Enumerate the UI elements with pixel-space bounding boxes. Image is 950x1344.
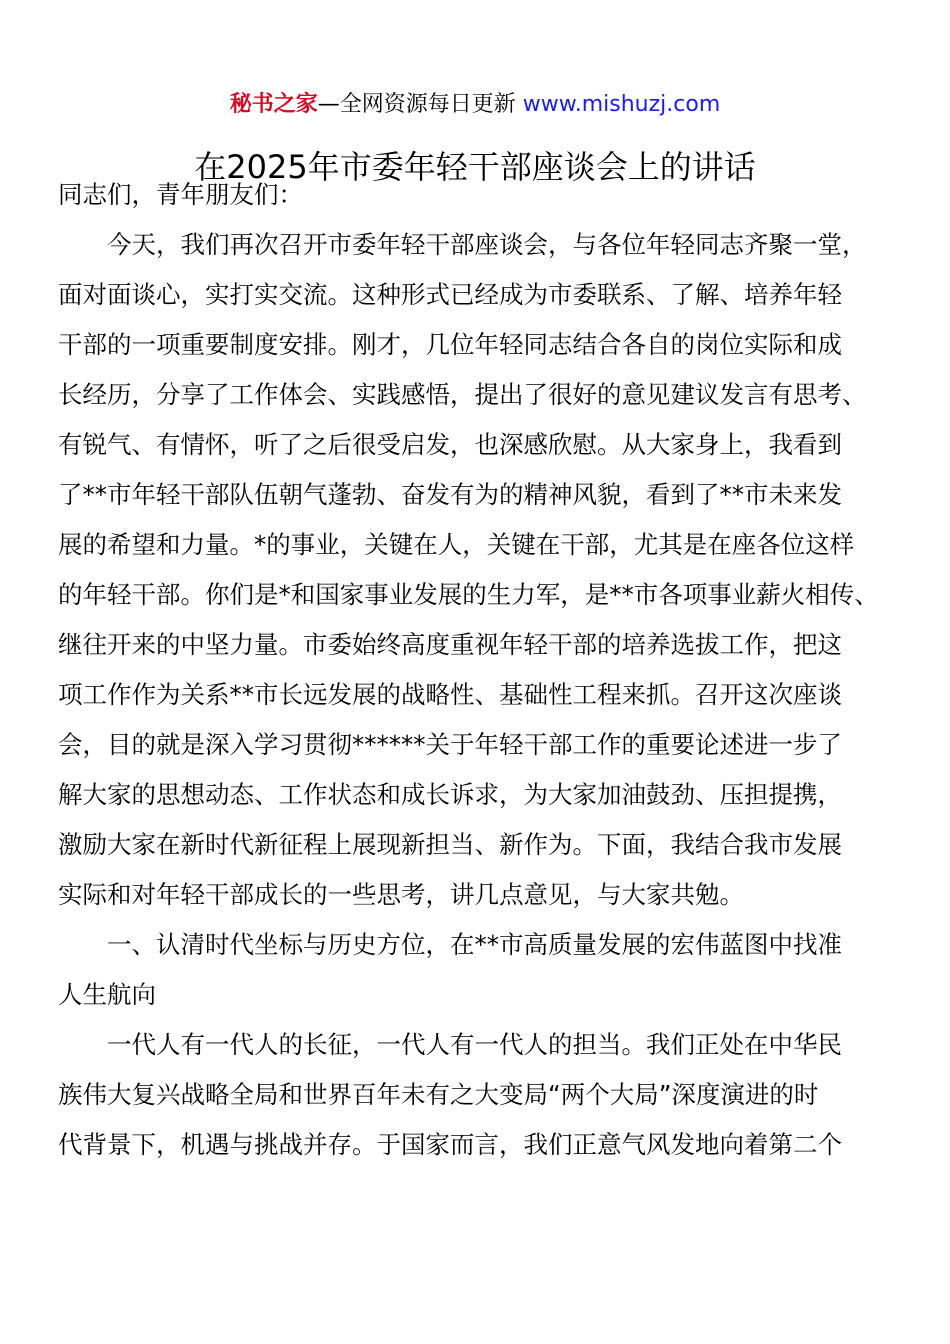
brand-name: 秘书之家: [229, 92, 318, 117]
paragraph-line: 族伟大复兴战略全局和世界百年未有之大变局“两个大局”深度演进的时: [58, 1080, 819, 1109]
paragraph-line: 今天，我们再次召开市委年轻干部座谈会，与各位年轻同志齐聚一堂，: [107, 230, 867, 259]
paragraph-line: 面对面谈心，实打实交流。这种形式已经成为市委联系、了解、培养年轻: [58, 280, 842, 309]
paragraph-line: 有锐气、有情怀，听了之后很受启发，也深感欣慰。从大家身上，我看到: [58, 430, 842, 459]
document-body: [58, 170, 896, 1170]
paragraph-line: 展的希望和力量。*的事业，关键在人，关键在干部，尤其是在座各位这样: [58, 530, 855, 559]
paragraph-2: [58, 1020, 896, 1170]
paragraph-line: 解大家的思想动态、工作状态和成长诉求，为大家加油鼓劲、压担提携，: [58, 780, 842, 809]
paragraph-line: 干部的一项重要制度安排。刚才，几位年轻同志结合各自的岗位实际和成: [58, 330, 842, 359]
site-header: [0, 88, 950, 122]
paragraph-line: 项工作作为关系**市长远发展的战略性、基础性工程来抓。召开这次座谈: [58, 680, 842, 709]
greeting-line: 同志们，青年朋友们：: [58, 180, 303, 209]
paragraph-line: 长经历，分享了工作体会、实践感悟，提出了很好的意见建议发言有思考、: [58, 380, 867, 409]
paragraph-line: 实际和对年轻干部成长的一些思考，讲几点意见，与大家共勉。: [58, 880, 744, 909]
paragraph-line: 激励大家在新时代新征程上展现新担当、新作为。下面，我结合我市发展: [58, 830, 842, 859]
heading-line: 人生航向: [58, 980, 156, 1009]
heading-line: 一、认清时代坐标与历史方位，在**市高质量发展的宏伟蓝图中找准: [107, 930, 842, 959]
site-url-link[interactable]: www.mishuzj.com: [522, 92, 721, 117]
paragraph-line: 的年轻干部。你们是*和国家事业发展的生力军，是**市各项事业薪火相传、: [58, 580, 879, 609]
paragraph-line: 会，目的就是深入学习贯彻******关于年轻干部工作的重要论述进一步了: [58, 730, 842, 759]
paragraph-line: 了**市年轻干部队伍朝气蓬勃、奋发有为的精神风貌，看到了**市未来发: [58, 480, 842, 509]
paragraph-line: 继往开来的中坚力量。市委始终高度重视年轻干部的培养选拔工作，把这: [58, 630, 842, 659]
paragraph-line: 一代人有一代人的长征，一代人有一代人的担当。我们正处在中华民: [107, 1030, 842, 1059]
paragraph-1: [58, 220, 896, 920]
paragraph-line: 代背景下，机遇与挑战并存。于国家而言，我们正意气风发地向着第二个: [58, 1130, 842, 1159]
header-tagline: —全网资源每日更新: [317, 92, 516, 117]
section-heading-1: [58, 920, 896, 1020]
document-title: 在2025年市委年轻干部座谈会上的讲话: [194, 148, 756, 186]
